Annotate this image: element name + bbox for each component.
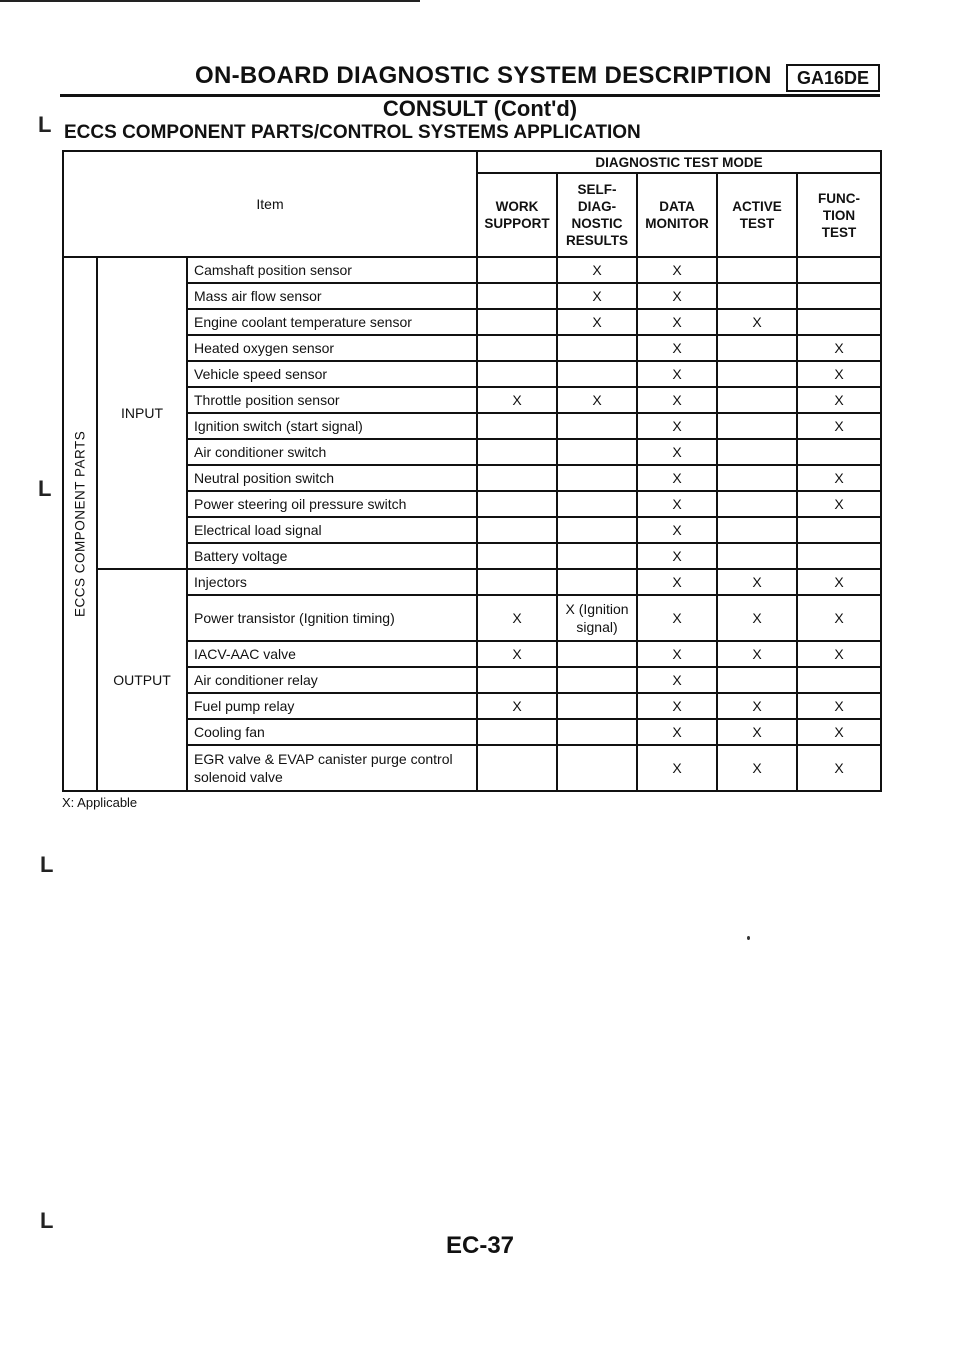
row-item-label: Vehicle speed sensor — [187, 361, 477, 387]
mark-cell — [717, 465, 797, 491]
mark-cell — [557, 745, 637, 791]
mark-cell — [717, 361, 797, 387]
mark-cell — [717, 517, 797, 543]
mark-cell — [477, 283, 557, 309]
row-item-label: Heated oxygen sensor — [187, 335, 477, 361]
mark-cell: X — [797, 693, 881, 719]
mark-cell — [717, 335, 797, 361]
mark-cell — [557, 517, 637, 543]
mark-cell: X — [717, 693, 797, 719]
item-header: Item — [63, 151, 477, 257]
column-header: SELF-DIAG-NOSTIC RESULTS — [557, 173, 637, 257]
row-item-label: Battery voltage — [187, 543, 477, 569]
mark-cell — [477, 745, 557, 791]
mark-cell — [557, 719, 637, 745]
column-header: FUNC-TION TEST — [797, 173, 881, 257]
mark-cell — [797, 439, 881, 465]
mark-cell — [557, 641, 637, 667]
mark-cell — [477, 257, 557, 283]
mark-cell: X — [717, 745, 797, 791]
row-item-label: Power transistor (Ignition timing) — [187, 595, 477, 641]
mark-cell: X — [477, 693, 557, 719]
mark-cell — [717, 413, 797, 439]
mark-cell: X — [797, 413, 881, 439]
mark-cell: X — [637, 283, 717, 309]
mark-cell: X — [717, 595, 797, 641]
group-label-input: INPUT — [97, 257, 187, 569]
row-item-label: Neutral position switch — [187, 465, 477, 491]
mark-cell: X — [477, 387, 557, 413]
mark-cell: X — [637, 745, 717, 791]
engine-code-badge: GA16DE — [786, 64, 880, 92]
mark-cell — [717, 667, 797, 693]
mark-cell — [477, 491, 557, 517]
mark-cell — [557, 667, 637, 693]
mark-cell — [477, 517, 557, 543]
mark-cell: X — [557, 257, 637, 283]
mark-cell — [557, 439, 637, 465]
diagnostic-application-table — [62, 150, 882, 792]
top-edge-line — [0, 0, 420, 2]
row-item-label: IACV-AAC valve — [187, 641, 477, 667]
mark-cell — [477, 569, 557, 595]
mark-cell — [477, 309, 557, 335]
page-header-title: ON-BOARD DIAGNOSTIC SYSTEM DESCRIPTION — [195, 62, 772, 89]
mark-cell — [477, 667, 557, 693]
mark-cell: X — [797, 491, 881, 517]
mark-cell — [557, 569, 637, 595]
mark-cell: X — [797, 361, 881, 387]
mark-cell — [717, 439, 797, 465]
mark-cell — [477, 719, 557, 745]
mark-cell — [477, 543, 557, 569]
mark-cell: X — [637, 309, 717, 335]
row-item-label: Throttle position sensor — [187, 387, 477, 413]
mark-cell: X — [557, 309, 637, 335]
column-header: ACTIVE TEST — [717, 173, 797, 257]
group-label-output: OUTPUT — [97, 569, 187, 791]
mark-cell — [477, 465, 557, 491]
mark-cell: X — [637, 641, 717, 667]
mark-cell: X — [717, 641, 797, 667]
mark-cell: X — [637, 595, 717, 641]
mark-cell: X — [717, 569, 797, 595]
mark-cell: X — [637, 667, 717, 693]
mark-cell: X — [797, 335, 881, 361]
mark-cell: X — [637, 465, 717, 491]
binding-hook-mark: L — [40, 852, 54, 877]
mark-cell — [797, 283, 881, 309]
mark-cell — [557, 465, 637, 491]
mark-cell: X — [637, 693, 717, 719]
row-item-label: Camshaft position sensor — [187, 257, 477, 283]
mark-cell: X — [797, 387, 881, 413]
mark-cell: X — [637, 387, 717, 413]
binding-hook-mark: L — [38, 476, 52, 501]
stray-mark — [747, 936, 750, 940]
row-item-label: Electrical load signal — [187, 517, 477, 543]
binding-hook-mark: L — [38, 112, 52, 137]
mark-cell — [557, 413, 637, 439]
mark-cell: X — [637, 361, 717, 387]
mark-cell: X (Ignition signal) — [557, 595, 637, 641]
mark-cell: X — [637, 569, 717, 595]
mark-cell — [797, 543, 881, 569]
row-item-label: Air conditioner switch — [187, 439, 477, 465]
mark-cell: X — [637, 491, 717, 517]
mark-cell — [717, 491, 797, 517]
table-legend: X: Applicable — [62, 795, 138, 810]
mark-cell: X — [637, 719, 717, 745]
mark-cell: X — [797, 745, 881, 791]
mark-cell: X — [797, 465, 881, 491]
mark-cell — [557, 335, 637, 361]
mark-cell — [477, 439, 557, 465]
mark-cell: X — [557, 387, 637, 413]
diagnostic-test-mode-header: DIAGNOSTIC TEST MODE — [477, 151, 881, 173]
row-item-label: Fuel pump relay — [187, 693, 477, 719]
mark-cell — [477, 361, 557, 387]
mark-cell — [717, 283, 797, 309]
mark-cell: X — [477, 641, 557, 667]
mark-cell — [557, 543, 637, 569]
section-title: CONSULT (Cont'd) — [382, 96, 578, 121]
mark-cell — [557, 491, 637, 517]
mark-cell — [477, 413, 557, 439]
row-item-label: Air conditioner relay — [187, 667, 477, 693]
mark-cell: X — [637, 257, 717, 283]
mark-cell: X — [797, 569, 881, 595]
side-label-eccs-component-parts: ECCS COMPONENT PARTS — [63, 257, 97, 791]
mark-cell: X — [717, 309, 797, 335]
mark-cell: X — [557, 283, 637, 309]
mark-cell: X — [797, 719, 881, 745]
page-number: EC-37 — [445, 1232, 515, 1259]
mark-cell — [717, 257, 797, 283]
row-item-label: Mass air flow sensor — [187, 283, 477, 309]
mark-cell — [557, 693, 637, 719]
mark-cell — [797, 517, 881, 543]
row-item-label: Power steering oil pressure switch — [187, 491, 477, 517]
column-header: WORK SUPPORT — [477, 173, 557, 257]
row-item-label: EGR valve & EVAP canister purge control solenoid valve — [187, 745, 477, 791]
mark-cell: X — [637, 439, 717, 465]
mark-cell — [797, 309, 881, 335]
row-item-label: Injectors — [187, 569, 477, 595]
column-header: DATA MONITOR — [637, 173, 717, 257]
mark-cell — [557, 361, 637, 387]
mark-cell: X — [797, 595, 881, 641]
mark-cell: X — [637, 413, 717, 439]
binding-hook-mark: L — [40, 1208, 54, 1233]
mark-cell — [717, 387, 797, 413]
mark-cell: X — [637, 543, 717, 569]
row-item-label: Ignition switch (start signal) — [187, 413, 477, 439]
mark-cell — [797, 667, 881, 693]
mark-cell: X — [717, 719, 797, 745]
mark-cell — [797, 257, 881, 283]
row-item-label: Engine coolant temperature sensor — [187, 309, 477, 335]
table-subtitle: ECCS COMPONENT PARTS/CONTROL SYSTEMS APPLICATION — [64, 122, 641, 143]
mark-cell — [717, 543, 797, 569]
mark-cell: X — [477, 595, 557, 641]
mark-cell — [477, 335, 557, 361]
mark-cell: X — [637, 335, 717, 361]
mark-cell: X — [637, 517, 717, 543]
row-item-label: Cooling fan — [187, 719, 477, 745]
mark-cell: X — [797, 641, 881, 667]
